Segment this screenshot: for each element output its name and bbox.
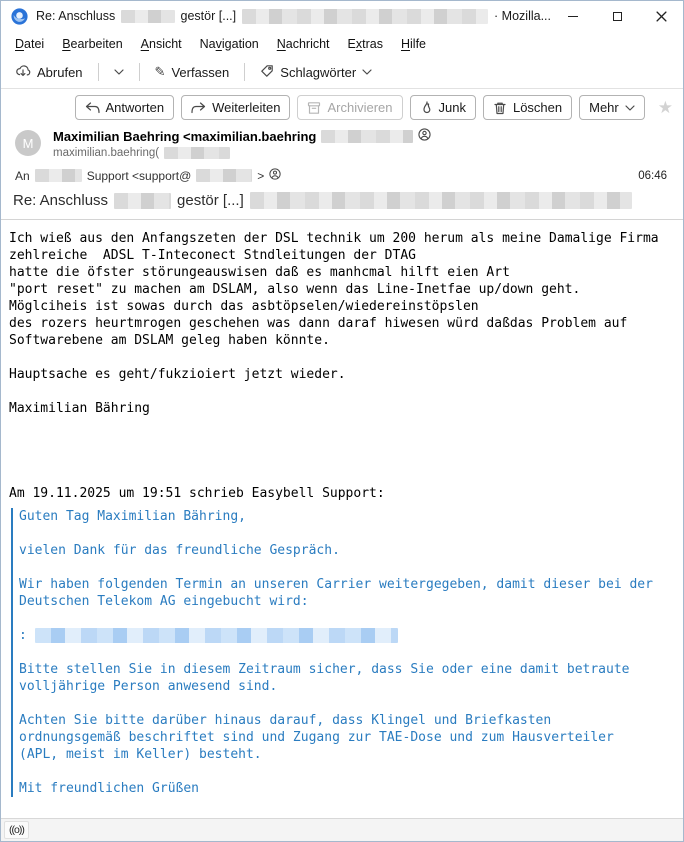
body-text-line bbox=[9, 349, 683, 366]
body-text-line: "port reset" zu machen am DSLAM, also wenn das Line-Inetfae up/down geht. bbox=[9, 282, 581, 297]
redacted-subject-segment bbox=[114, 193, 171, 209]
body-text-line bbox=[9, 451, 683, 468]
title-prefix: Re: Anschluss bbox=[36, 9, 116, 23]
thunderbird-app-icon bbox=[11, 8, 28, 25]
status-bar bbox=[1, 818, 683, 841]
junk-label: Junk bbox=[438, 100, 466, 115]
quote-text-line: volljährige Person anwesend sind. bbox=[19, 679, 278, 694]
menu-item[interactable]: Nachricht bbox=[276, 36, 330, 51]
from-primary-text: Maximilian Baehring <maximilian.baehring bbox=[53, 128, 317, 144]
from-row bbox=[13, 128, 673, 159]
window-controls bbox=[551, 1, 683, 31]
quote-text-line: Mit freundlichen Grüßen bbox=[19, 781, 200, 796]
tag-icon bbox=[260, 64, 274, 81]
redacted-email-segment bbox=[321, 130, 413, 143]
redacted-subject-segment bbox=[250, 192, 632, 209]
quote-text-line bbox=[19, 559, 683, 576]
from-address[interactable] bbox=[53, 128, 431, 144]
quote-text-line: Guten Tag Maximilian Bähring, bbox=[19, 509, 246, 524]
title-mid: gestör [...] bbox=[180, 9, 237, 23]
to-label: An bbox=[15, 168, 30, 183]
menu-item[interactable]: Extras bbox=[347, 36, 383, 51]
menu-item[interactable]: Hilfe bbox=[400, 36, 426, 51]
quote-text-line: Deutschen Telekom AG eingebucht wird: bbox=[19, 594, 309, 609]
close-button[interactable] bbox=[639, 1, 683, 31]
body-text-line: zehlreiche ADSL T-Inteconect Stndleitungen der DTAG bbox=[9, 248, 416, 263]
toolbar-separator bbox=[139, 63, 140, 81]
redacted-recipient-segment bbox=[196, 169, 252, 182]
subject-mid: gestör [...] bbox=[177, 192, 244, 209]
body-text-line bbox=[9, 417, 683, 434]
body-text-line bbox=[9, 468, 683, 485]
title-app-suffix: · Mozilla... bbox=[494, 9, 551, 23]
menu-item[interactable]: Ansicht bbox=[140, 36, 182, 51]
quote-text-line: vielen Dank für das freundliche Gespräch. bbox=[19, 543, 340, 558]
redacted-content bbox=[35, 628, 398, 643]
quoted-reply bbox=[11, 508, 683, 797]
minimize-icon bbox=[568, 16, 578, 17]
chevron-down-icon bbox=[362, 69, 372, 75]
titlebar[interactable] bbox=[1, 1, 683, 31]
contact-icon[interactable] bbox=[269, 168, 281, 183]
body-text-line: Maximilian Bähring bbox=[9, 401, 150, 416]
star-icon[interactable]: ★ bbox=[657, 98, 673, 117]
tags-button[interactable] bbox=[252, 59, 380, 86]
body-text-line: Ich wieß aus den Anfangszeten der DSL technik um 200 herum als meine Damalige Firma bbox=[9, 231, 659, 246]
compose-button[interactable] bbox=[147, 59, 238, 85]
message-header bbox=[1, 89, 683, 220]
quote-text-line: Achten Sie bitte darüber hinaus darauf, dass Klingel und Briefkasten bbox=[19, 713, 552, 728]
quote-text-line bbox=[19, 610, 683, 627]
menu-item[interactable]: Datei bbox=[15, 36, 45, 51]
get-messages-button[interactable] bbox=[7, 59, 91, 86]
message-body bbox=[1, 220, 683, 818]
more-button[interactable] bbox=[579, 95, 645, 120]
pencil-icon: ✎ bbox=[154, 64, 166, 79]
reply-icon bbox=[85, 102, 100, 114]
more-label: Mehr bbox=[589, 100, 619, 115]
forward-icon bbox=[191, 102, 206, 114]
body-text-line: Hauptsache es geht/fukzioiert jetzt wieder. bbox=[9, 367, 346, 382]
body-text-line: Möglciheis ist sowas durch das asbtöpselen/wiedereinstöpslen bbox=[9, 299, 479, 314]
to-row bbox=[15, 168, 673, 183]
redacted-email-segment bbox=[164, 147, 230, 159]
message-action-row bbox=[13, 95, 673, 120]
forward-button[interactable] bbox=[181, 95, 290, 120]
chevron-down-icon bbox=[625, 105, 635, 111]
archive-label: Archivieren bbox=[327, 100, 393, 115]
cloud-download-icon bbox=[15, 64, 31, 81]
body-text-line bbox=[9, 434, 683, 451]
toolbar-separator bbox=[98, 63, 99, 81]
body-text-line: Am 19.11.2025 um 19:51 schrieb Easybell Support: bbox=[9, 486, 385, 501]
get-messages-label: Abrufen bbox=[37, 64, 83, 80]
body-text-line: hatte die öfster störungeauswisen daß es manhcmal hilft eien Art bbox=[9, 265, 510, 280]
menu-item[interactable]: Navigation bbox=[199, 36, 259, 51]
quote-text-line: Wir haben folgenden Termin an unseren Carrier weitergegeben, damit dieser bei der bbox=[19, 577, 653, 592]
message-time: 06:46 bbox=[638, 169, 667, 182]
contact-icon[interactable] bbox=[418, 128, 431, 144]
delete-button[interactable] bbox=[483, 95, 572, 120]
maximize-icon bbox=[613, 12, 622, 21]
close-icon bbox=[656, 11, 667, 22]
menu-item[interactable]: Bearbeiten bbox=[62, 36, 123, 51]
trash-icon bbox=[493, 101, 507, 115]
flame-icon bbox=[420, 101, 433, 115]
archive-button bbox=[297, 95, 402, 120]
quote-text-line bbox=[19, 525, 683, 542]
body-text-line: Softwarebene am DSLAM geleg haben könnte. bbox=[9, 333, 330, 348]
quote-text-line: (APL, meist im Keller) besteht. bbox=[19, 747, 262, 762]
avatar[interactable]: M bbox=[15, 130, 41, 156]
chevron-down-icon bbox=[114, 69, 124, 75]
redacted-title-segment bbox=[121, 10, 174, 23]
from-secondary-text: maximilian.baehring( bbox=[53, 147, 160, 159]
forward-label: Weiterleiten bbox=[212, 100, 281, 115]
from-secondary-address bbox=[53, 147, 431, 159]
minimize-button[interactable] bbox=[551, 1, 595, 31]
to-address-close: > bbox=[257, 168, 265, 183]
quote-text-line bbox=[19, 644, 683, 661]
delete-label: Löschen bbox=[512, 100, 563, 115]
tags-label: Schlagwörter bbox=[280, 64, 357, 80]
body-text-line: des rozers heurtmrogen geschehen was dann daraf hiwesen würd daßdas Problem auf bbox=[9, 316, 628, 331]
menu-bar bbox=[1, 31, 683, 56]
from-column bbox=[53, 128, 431, 159]
window-title bbox=[36, 9, 551, 24]
quote-text-line bbox=[19, 695, 683, 712]
get-messages-dropdown-button[interactable] bbox=[106, 64, 132, 80]
archive-icon bbox=[307, 101, 321, 115]
mail-toolbar bbox=[1, 56, 683, 89]
subject-prefix: Re: Anschluss bbox=[13, 192, 109, 209]
maximize-button[interactable] bbox=[595, 1, 639, 31]
quote-text-line: Bitte stellen Sie in diesem Zeitraum sicher, dass Sie oder eine damit betraute bbox=[19, 662, 630, 677]
junk-button[interactable] bbox=[410, 95, 476, 120]
subject-line bbox=[13, 192, 673, 209]
reply-button[interactable] bbox=[75, 95, 175, 120]
quote-text-line: : bbox=[19, 627, 683, 644]
compose-label: Verfassen bbox=[171, 64, 230, 80]
toolbar-separator bbox=[244, 63, 245, 81]
redacted-title-segment bbox=[242, 9, 488, 24]
redacted-recipient-segment bbox=[35, 169, 82, 182]
quote-text-line bbox=[19, 763, 683, 780]
broadcast-status-icon[interactable]: ((o)) bbox=[4, 821, 29, 839]
body-text bbox=[9, 230, 683, 502]
quote-text-line: ordnungsgemäß beschriftet sind und Zugang zur TAE-Dose und zum Hausverteiler bbox=[19, 730, 614, 745]
reply-label: Antworten bbox=[105, 100, 165, 115]
body-text-line bbox=[9, 383, 683, 400]
to-address-text[interactable]: Support <support@ bbox=[86, 168, 192, 183]
